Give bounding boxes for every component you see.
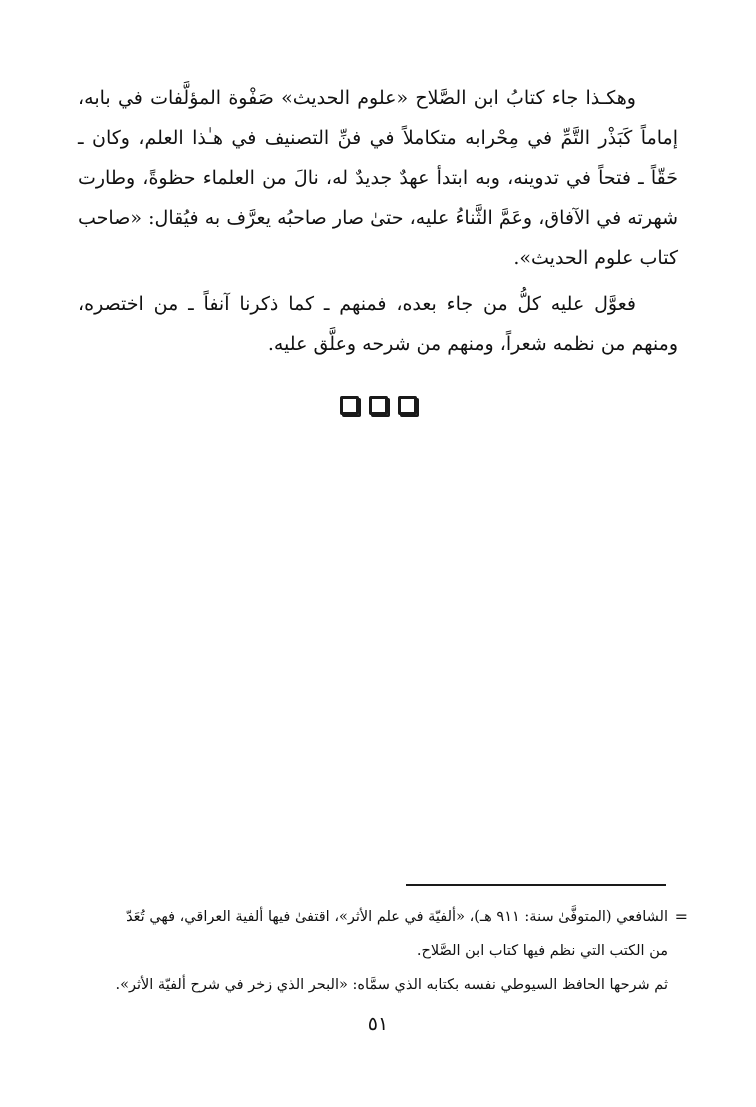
footnote-line-2: من الكتب التي نظم فيها كتاب ابن الصَّلاح. (416, 943, 668, 959)
footnote-line-1-text: الشافعي (المتوفَّىٰ سنة: ٩١١ هـ)، «ألفيّة في علم الأثر»، اقتفىٰ فيها ألفية العراقي، فهي تُعَدّ (126, 909, 668, 925)
footnote-separator (406, 884, 666, 886)
square-ornament-icon (398, 396, 417, 415)
square-ornament-icon (340, 396, 359, 415)
footnotes (78, 900, 688, 1002)
paragraph-2: فعوَّل عليه كلُّ من جاء بعده، فمنهم ـ كما ذكرنا آنفاً ـ من اختصره، ومنهم من نظمه شعراً، ومنهم من شرحه وعلَّق عليه. (78, 293, 678, 355)
main-text (78, 78, 678, 364)
page-number: ٥١ (367, 1013, 389, 1035)
square-ornament-icon (369, 396, 388, 415)
section-divider (0, 396, 756, 415)
paragraph-1: وهكـذا جاء كتابُ ابن الصَّلاح «علوم الحديث» صَفْوة المؤلَّفات في بابه، إماماً كَبَذْر التَّمِّ في مِحْرابه متكاملاً في فنِّ التصنيف في هـٰذا العلم، وكان ـ حَقّاً ـ فتحاً في تدوينه، وبه ابتدأ عهدٌ جديدٌ له، نالَ من العلماء حظوةً، وطارت شهرته في الآفاق، وعَمَّ الثَّناءُ عليه، حتىٰ صار صاحبُه يعرَّف به فيُقال: «صاحب كتاب علوم الحديث». (78, 87, 678, 269)
footnote-line-1 (78, 900, 688, 934)
footnote-continuation-mark: = (674, 907, 688, 926)
footnote-line-3: ثم شرحها الحافظ السيوطي نفسه بكتابه الذي سمَّاه: «البحر الذي زخر في شرح ألفيّة الأثر». (115, 977, 668, 993)
